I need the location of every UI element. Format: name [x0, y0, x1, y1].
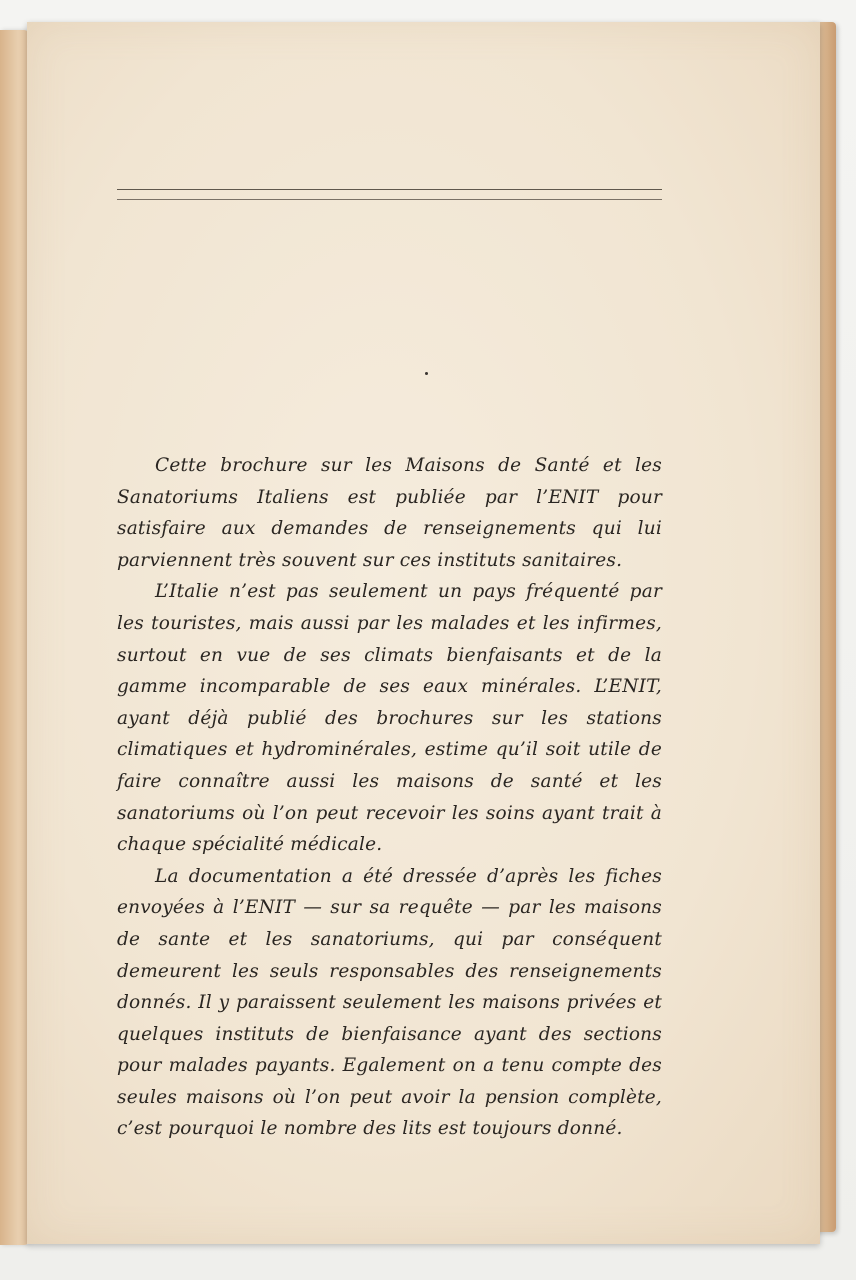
brochure-page — [27, 22, 820, 1244]
paragraph-italy: L’Italie n’est pas seulement un pays fréquenté par les touristes, mais aussi par les malades et les infirmes, surtout en vue de ses climats bienfaisants et de la gamme incomparable de ses eaux minérales. L’ENIT, ayant déjà publié des brochures sur les stations climatiques et hydrominérales, estime qu’il soit utile de faire connaître aussi les maisons de santé et les sanatoriums où l’on peut recevoir les soins ayant trait à chaque spécialité médicale. — [117, 581, 662, 856]
left-page-edge — [0, 30, 30, 1245]
double-rule-bottom — [117, 199, 662, 200]
double-rule-top — [117, 189, 662, 190]
paragraph-documentation: La documentation a été dressée d’après les fiches envoyées à l’ENIT — sur sa requête — par les maisons de sante et les sanatoriums, qui par conséquent demeurent les seuls responsables des renseignements donnés. Il y paraissent seulement les maisons privées et quelques instituts de bienfaisance ayant des sections pour malades payants. Egalement on a tenu compte des seules maisons où l’on peut avoir la pension complète, c’est pourquoi le nombre des lits est toujours donné. — [117, 865, 662, 1140]
paragraph-intro: Cette brochure sur les Maisons de Santé et les Sanatoriums Italiens est publiée par l’ENIT pour satisfaire aux demandes de renseignements qui lui parviennent très souvent sur ces instituts sanitaires. — [117, 455, 662, 571]
body-text — [117, 450, 662, 1145]
printed-dot — [425, 372, 428, 375]
